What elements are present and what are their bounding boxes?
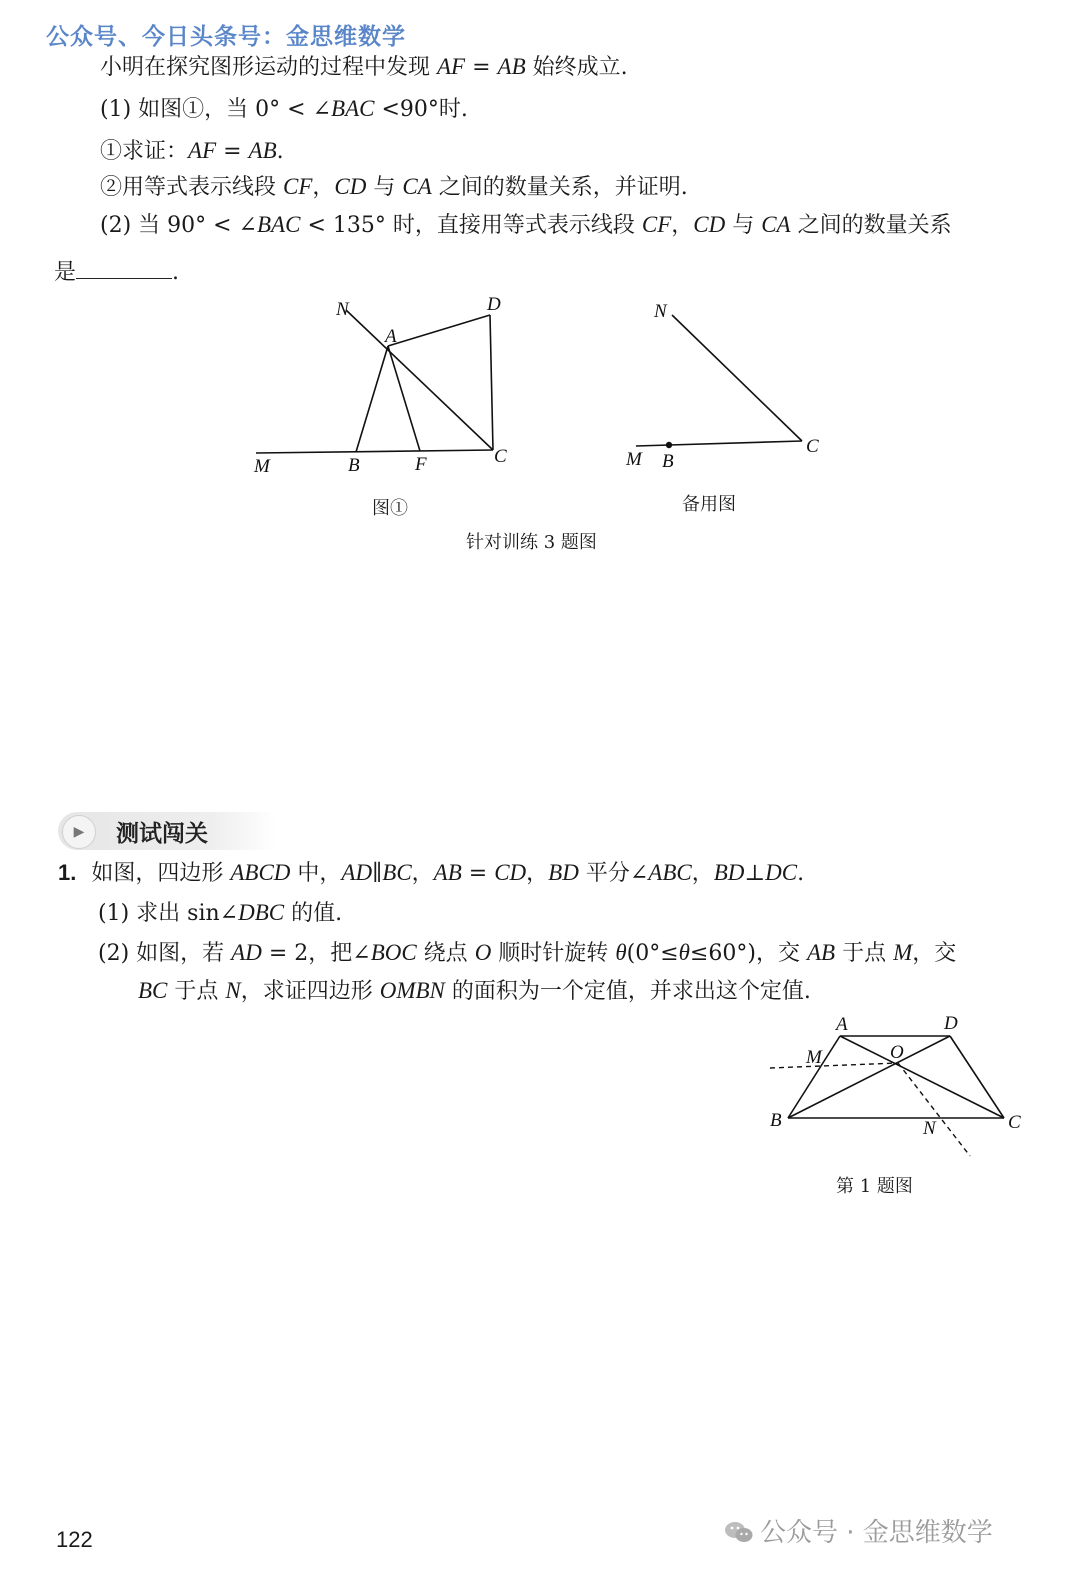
answer-line: 是 .: [54, 260, 180, 285]
label-c: C: [494, 446, 507, 467]
rotated-ray-on: [898, 1063, 970, 1156]
diagonal-ac: [840, 1036, 1004, 1118]
figure-1-diagram: [240, 290, 530, 480]
figure-1-caption: 图①: [372, 498, 408, 519]
spare-figure-diagram: [620, 295, 830, 475]
wechat-icon: [724, 1520, 754, 1544]
label-d: D: [487, 294, 501, 315]
play-icon: ▶: [62, 815, 96, 849]
segment-dc: [950, 1036, 1004, 1118]
label-d-q1: D: [944, 1013, 958, 1034]
question-1-part-2-line-1: (2) 如图，若 AD = 2，把∠BOC 绕点 O 顺时针旋转 θ(0°≤θ≤60°)，交 AB 于点 M，交: [98, 940, 957, 966]
page-number: 122: [56, 1527, 93, 1552]
part2-question: (2) 当 90° < ∠BAC < 135° 时，直接用等式表示线段 CF，CD 与 CA 之间的数量关系: [100, 212, 952, 238]
label-b: B: [348, 455, 360, 476]
question-1-stem: 1. 如图，四边形 ABCD 中，AD∥BC，AB = CD，BD 平分∠ABC，BD⊥DC.: [58, 860, 805, 886]
label-a: A: [385, 326, 397, 347]
part1-condition: (1) 如图①，当 0° < ∠BAC <90°时.: [100, 96, 468, 122]
subquestion-2: ②用等式表示线段 CF，CD 与 CA 之间的数量关系，并证明.: [100, 174, 688, 200]
segment-af: [388, 346, 420, 451]
question-1-part-2-line-2: BC 于点 N，求证四边形 OMBN 的面积为一个定值，并求出这个定值.: [138, 978, 811, 1004]
point-b: [666, 442, 672, 448]
label-c-q1: C: [1008, 1112, 1021, 1133]
rotated-ray-om: [770, 1063, 898, 1068]
label-b-spare: B: [662, 451, 674, 472]
label-n: N: [336, 299, 349, 320]
spare-figure-caption: 备用图: [682, 494, 736, 515]
question-number: 1.: [58, 860, 77, 885]
watermark-header: 公众号、今日头条号：金思维数学: [46, 24, 406, 50]
label-m-spare: M: [626, 449, 642, 470]
answer-blank[interactable]: [76, 258, 172, 279]
label-n-q1: N: [923, 1118, 936, 1139]
label-a-q1: A: [836, 1014, 848, 1035]
question-1-caption: 第 1 题图: [836, 1176, 913, 1197]
subquestion-1: ①求证：AF = AB.: [100, 138, 284, 164]
label-m-q1: M: [806, 1047, 822, 1068]
line-nc-spare: [672, 315, 802, 441]
label-o-q1: O: [890, 1042, 904, 1063]
footer-watermark: 公众号 · 金思维数学: [724, 1512, 993, 1549]
question-1-part-1: (1) 求出 sin∠DBC 的值.: [98, 900, 343, 926]
label-m: M: [254, 456, 270, 477]
line-nc: [346, 310, 493, 450]
segment-dc: [490, 315, 493, 450]
line-mc: [256, 450, 493, 453]
segment-ad: [388, 315, 490, 346]
label-n-spare: N: [654, 301, 667, 322]
label-b-q1: B: [770, 1110, 782, 1131]
section-title: 测试闯关: [116, 821, 208, 847]
label-f: F: [415, 454, 427, 475]
line-mc-spare: [636, 441, 802, 446]
figures-caption: 针对训练 3 题图: [466, 532, 597, 553]
label-c-spare: C: [806, 436, 819, 457]
question-1-diagram: [760, 1008, 1030, 1163]
segment-ab: [356, 346, 388, 452]
problem-intro: 小明在探究图形运动的过程中发现 AF = AB 始终成立.: [100, 54, 628, 80]
